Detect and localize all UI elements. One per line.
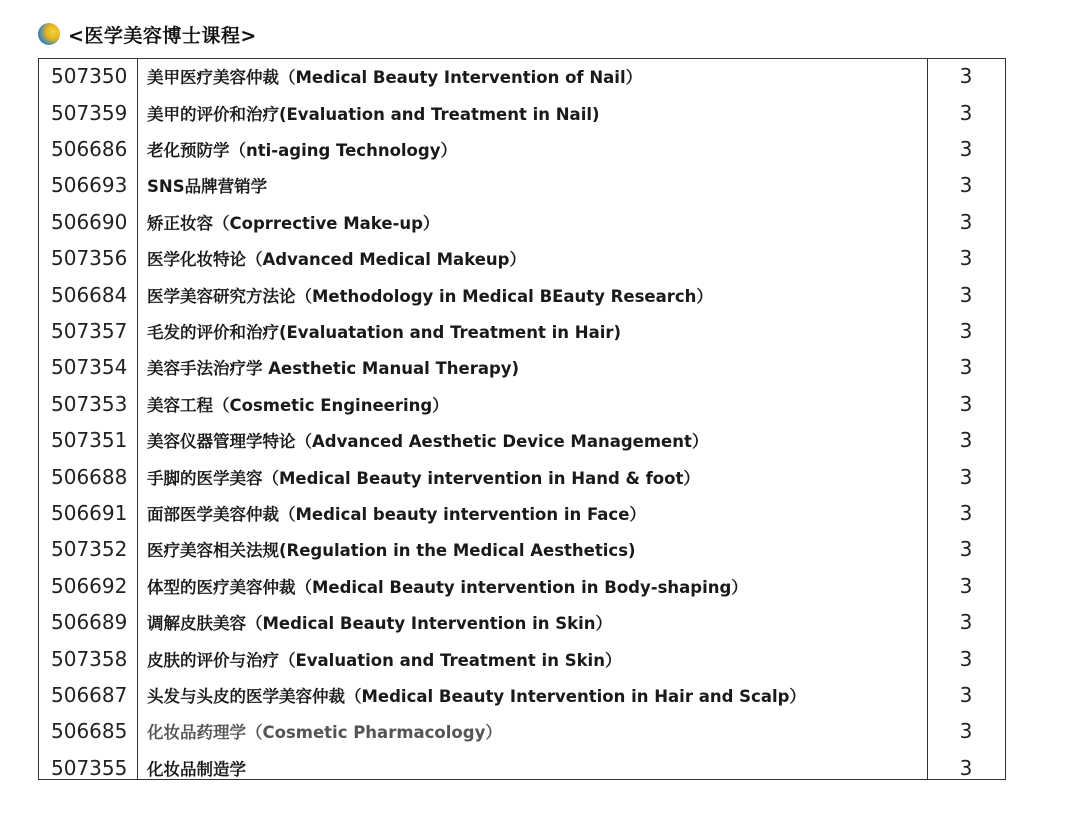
table-row [39, 349, 1005, 385]
course-credit: 3 [959, 682, 973, 707]
course-credit: 3 [959, 209, 973, 234]
course-credit: 3 [959, 246, 973, 271]
circle-bullet-icon [38, 23, 60, 45]
course-credit: 3 [959, 355, 973, 380]
table-row [39, 167, 1005, 203]
course-name: 化妆品药理学（Cosmetic Pharmacology） [147, 723, 502, 743]
course-credit: 3 [959, 64, 973, 89]
section-title: <医学美容博士课程> [68, 24, 257, 47]
course-code: 506688 [51, 464, 128, 489]
table-row [39, 313, 1005, 349]
table-row [39, 58, 1005, 94]
table-row [39, 640, 1005, 676]
table-row [39, 276, 1005, 312]
course-name: 手脚的医学美容（Medical Beauty intervention in Hand & foot） [147, 468, 700, 488]
course-name: 矫正妆容（Coprrective Make-up） [147, 213, 440, 233]
course-code: 506691 [51, 500, 128, 525]
course-name: 面部医学美容仲裁（Medical beauty intervention in Face） [147, 504, 646, 524]
table-row [39, 458, 1005, 494]
section-header [38, 18, 257, 50]
table-row [39, 204, 1005, 240]
course-credit: 3 [959, 646, 973, 671]
course-code: 507359 [51, 100, 128, 125]
course-code: 507355 [51, 755, 128, 780]
table-row [39, 240, 1005, 276]
course-name: SNS品牌营销学 [147, 177, 268, 197]
course-credit: 3 [959, 173, 973, 198]
course-code: 506686 [51, 136, 128, 161]
course-name: 美甲医疗美容仲裁（Medical Beauty Intervention of Nail） [147, 68, 643, 88]
course-code: 507350 [51, 64, 128, 89]
course-credit: 3 [959, 755, 973, 780]
course-rows [39, 59, 1005, 779]
course-table [38, 58, 1006, 780]
course-credit: 3 [959, 610, 973, 635]
table-row [39, 495, 1005, 531]
course-name: 美容仪器管理学特论（Advanced Aesthetic Device Management） [147, 432, 709, 452]
course-credit: 3 [959, 282, 973, 307]
course-name: 医疗美容相关法规(Regulation in the Medical Aesthetics) [147, 541, 636, 561]
course-credit: 3 [959, 573, 973, 598]
table-row [39, 531, 1005, 567]
course-name: 医学化妆特论（Advanced Medical Makeup） [147, 250, 526, 270]
course-code: 506685 [51, 719, 128, 744]
course-name: 头发与头皮的医学美容仲裁（Medical Beauty Intervention in Hair and Scalp） [147, 686, 806, 706]
course-credit: 3 [959, 100, 973, 125]
course-name: 医学美容研究方法论（Methodology in Medical BEauty Research） [147, 286, 713, 306]
course-code: 506693 [51, 173, 128, 198]
course-credit: 3 [959, 136, 973, 161]
course-credit: 3 [959, 428, 973, 453]
course-name: 体型的医疗美容仲裁（Medical Beauty intervention in Body-shaping） [147, 577, 748, 597]
course-name: 美容手法治疗学 Aesthetic Manual Therapy) [147, 359, 520, 379]
course-credit: 3 [959, 391, 973, 416]
course-credit: 3 [959, 537, 973, 562]
course-code: 506690 [51, 209, 128, 234]
table-row [39, 677, 1005, 713]
course-code: 507354 [51, 355, 128, 380]
course-code: 507356 [51, 246, 128, 271]
course-name: 皮肤的评价与治疗（Evaluation and Treatment in Skin） [147, 650, 622, 670]
course-code: 506692 [51, 573, 128, 598]
course-name: 美容工程（Cosmetic Engineering） [147, 395, 449, 415]
course-code: 506689 [51, 610, 128, 635]
course-name: 老化预防学（nti-aging Technology） [147, 140, 457, 160]
course-name: 化妆品制造学 [147, 759, 246, 779]
course-code: 506684 [51, 282, 128, 307]
course-code: 507352 [51, 537, 128, 562]
course-credit: 3 [959, 719, 973, 744]
course-code: 507353 [51, 391, 128, 416]
table-row [39, 568, 1005, 604]
course-code: 507357 [51, 318, 128, 343]
course-name: 毛发的评价和治疗(Evaluatation and Treatment in Hair) [147, 322, 622, 342]
course-credit: 3 [959, 464, 973, 489]
table-row [39, 422, 1005, 458]
course-code: 507358 [51, 646, 128, 671]
course-credit: 3 [959, 318, 973, 343]
table-row [39, 131, 1005, 167]
table-row [39, 94, 1005, 130]
course-code: 507351 [51, 428, 128, 453]
course-name: 美甲的评价和治疗(Evaluation and Treatment in Nail) [147, 104, 600, 124]
course-name: 调解皮肤美容（Medical Beauty Intervention in Skin） [147, 614, 612, 634]
table-row [39, 750, 1005, 786]
course-code: 506687 [51, 682, 128, 707]
table-row [39, 386, 1005, 422]
course-credit: 3 [959, 500, 973, 525]
table-row [39, 604, 1005, 640]
table-row [39, 713, 1005, 749]
